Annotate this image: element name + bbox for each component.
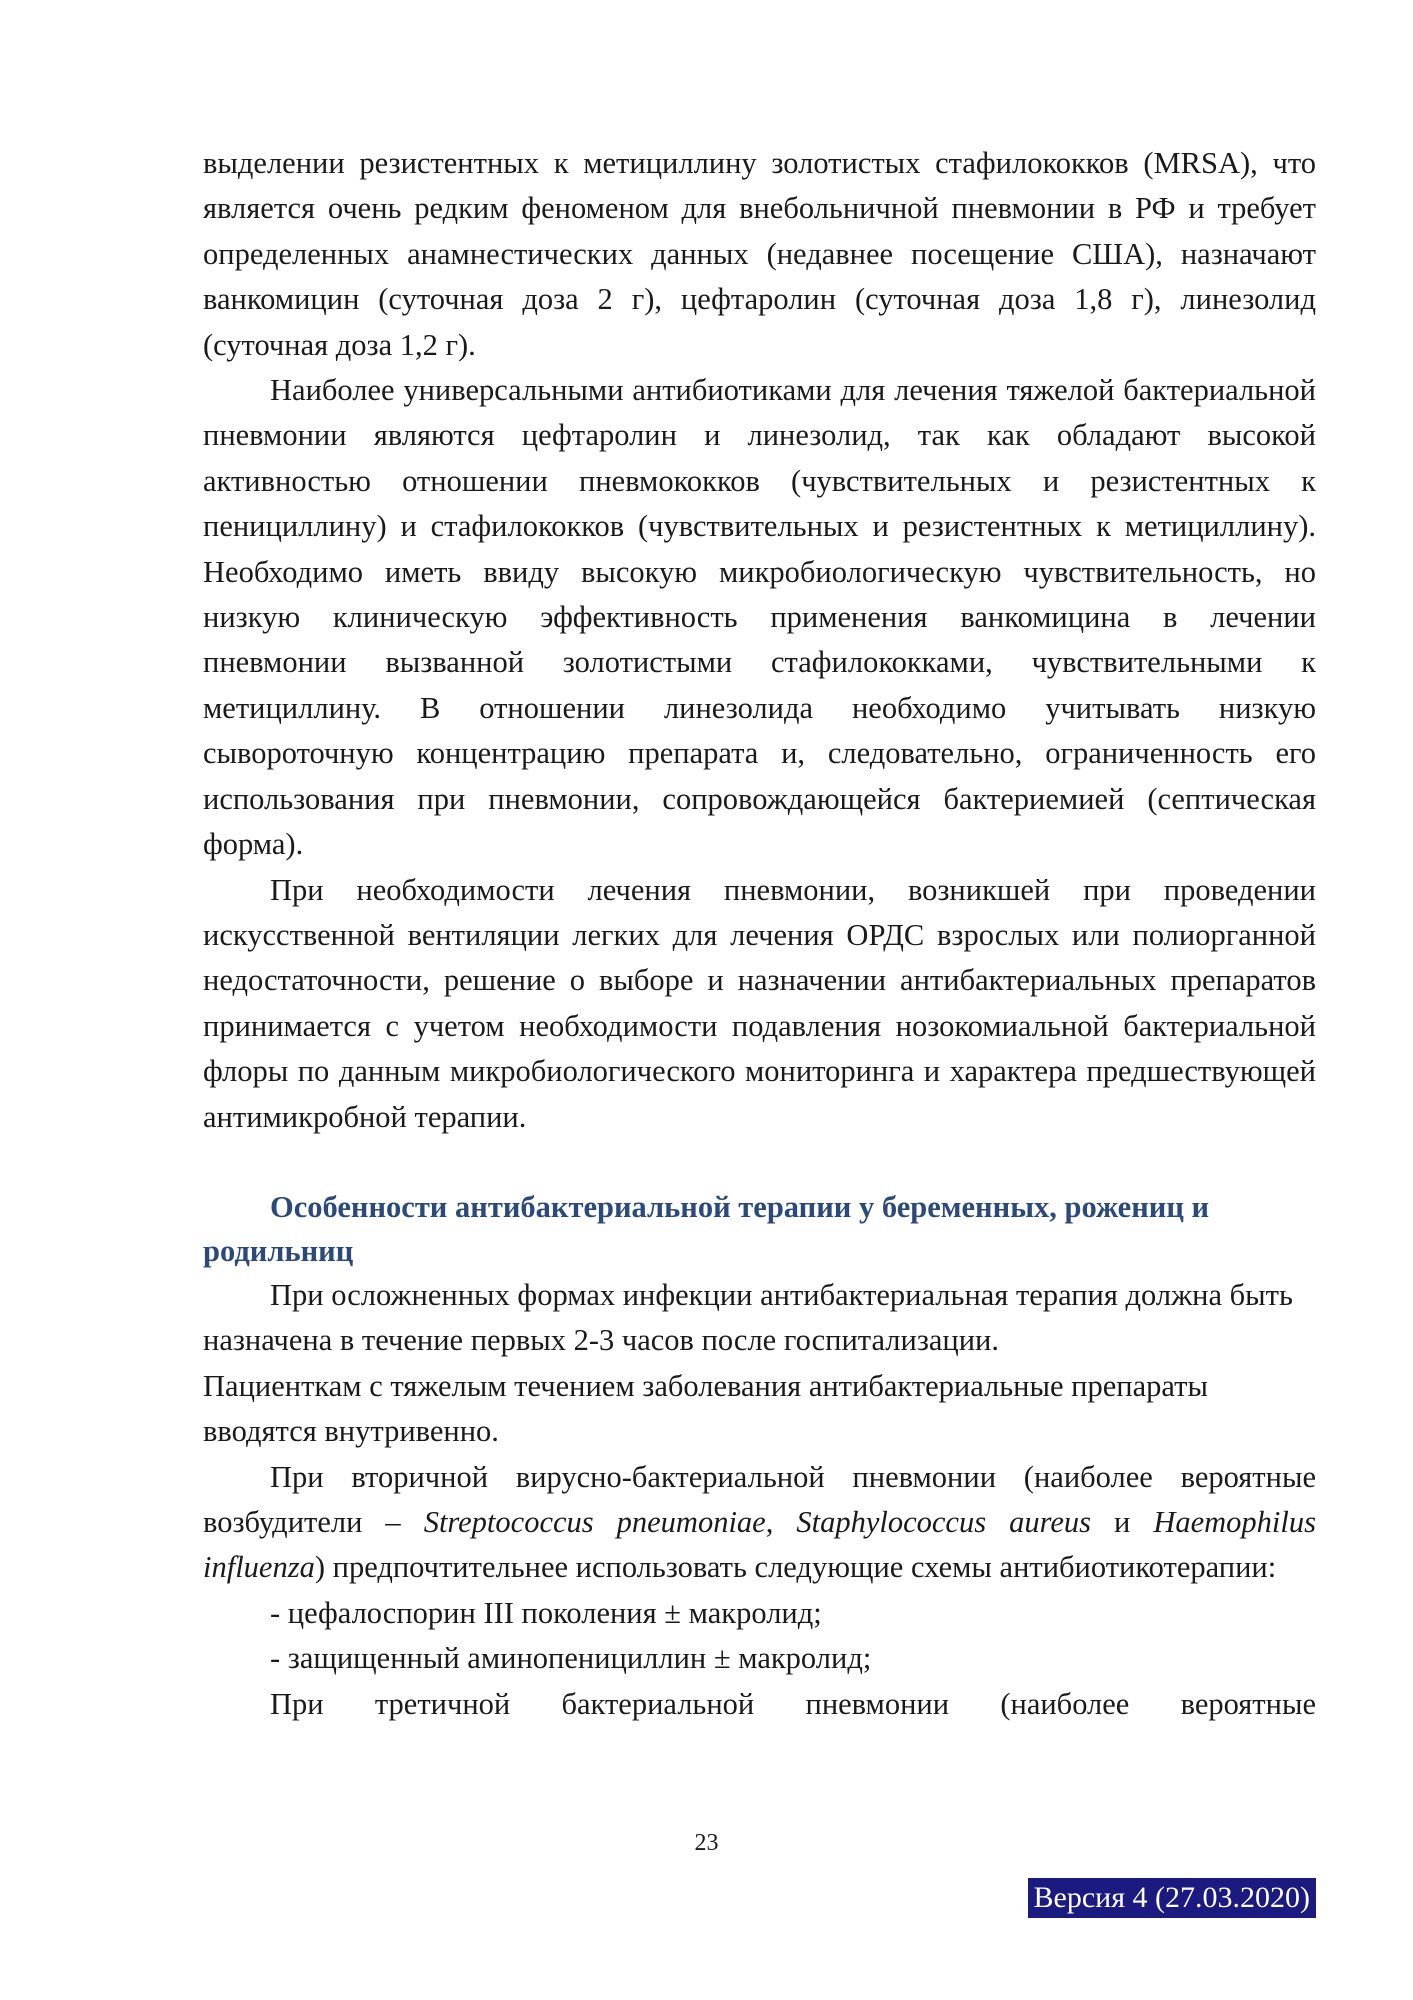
organism-staphylococcus: Staphylococcus aureus (796, 1504, 1091, 1539)
paragraph-secondary-suffix: ) предпочтительнее использовать следующие схемы антибиотикотерапии: (314, 1550, 1277, 1585)
paragraph-secondary-prefix: При вторичной вирусно-бактериальной пневмонии (наиболее вероятные возбудители – (203, 1459, 1316, 1539)
paragraph-severe-course: Пациенткам с тяжелым течением заболевания антибактериальные препараты вводятся внутривенно. (203, 1368, 1208, 1449)
organism-haemophilus: Haemophilus influenza (203, 1504, 1317, 1585)
paragraph-ventilation: При необходимости лечения пневмонии, возникшей при проведении искусственной вентиляции легких для лечения ОРДС взрослых или полиорганной недостаточности, решение о выборе и назначении антибактериальных препаратов принимается с учетом необходимости подавления нозокомиальной бактериальной флоры по данным микробиологического мониторинга и характера предшествующей антимикробной терапии. (203, 872, 1316, 1134)
list-item: - цефалоспорин III поколения ± макролид; (270, 1595, 822, 1630)
list-item: - защищенный аминопенициллин ± макролид; (270, 1641, 872, 1676)
page-number: 23 (694, 1830, 719, 1856)
paragraph-universal-antibiotics: Наиболее универсальными антибиотиками для лечения тяжелой бактериальной пневмонии являются цефтаролин и линезолид, так как обладают высокой активностью отношении пневмококков (чувствительных и резистентных к пенициллину) и стафилококков (чувствительных и резистентных к метициллину). Необходимо иметь ввиду высокую микробиологическую чувствительность, но низкую клиническую эффективность применения ванкомицина в лечении пневмонии вызванной золотистыми стафилококками, чувствительными к метициллину. В отношении линезолида необходимо учитывать низкую сывороточную концентрацию препарата и, следовательно, ограниченность его использования при пневмонии, сопровождающейся бактериемией (септическая форма). (203, 373, 1316, 862)
version-badge: Версия 4 (27.03.2020) (1028, 1878, 1316, 1918)
separator: , (765, 1504, 797, 1539)
paragraph-complicated-forms: При осложненных формах инфекции антибактериальная терапия должна быть назначена в течение первых 2-3 часов после госпитализации. (203, 1277, 1293, 1358)
paragraph-mrsa: выделении резистентных к метициллину золотистых стафилококков (MRSA), что является очень редким феноменом для внебольничной пневмонии в РФ и требует определенных анамнестических данных (недавнее посещение США), назначают ванкомицин (суточная доза 2 г), цефтаролин (суточная доза 1,8 г), линезолид (суточная доза 1,2 г). (203, 146, 1316, 362)
separator: и (1091, 1504, 1154, 1539)
document-body (203, 141, 1316, 1727)
organism-streptococcus: Streptococcus pneumoniae (423, 1504, 766, 1539)
section-spacer (203, 1140, 1316, 1185)
paragraph-secondary-pneumonia (203, 1455, 1316, 1591)
section-heading: Особенности антибактериальной терапии у беременных, рожениц и родильниц (203, 1189, 1210, 1268)
paragraph-tertiary-pneumonia: При третичной бактериальной пневмонии (наиболее вероятные (270, 1686, 1316, 1721)
